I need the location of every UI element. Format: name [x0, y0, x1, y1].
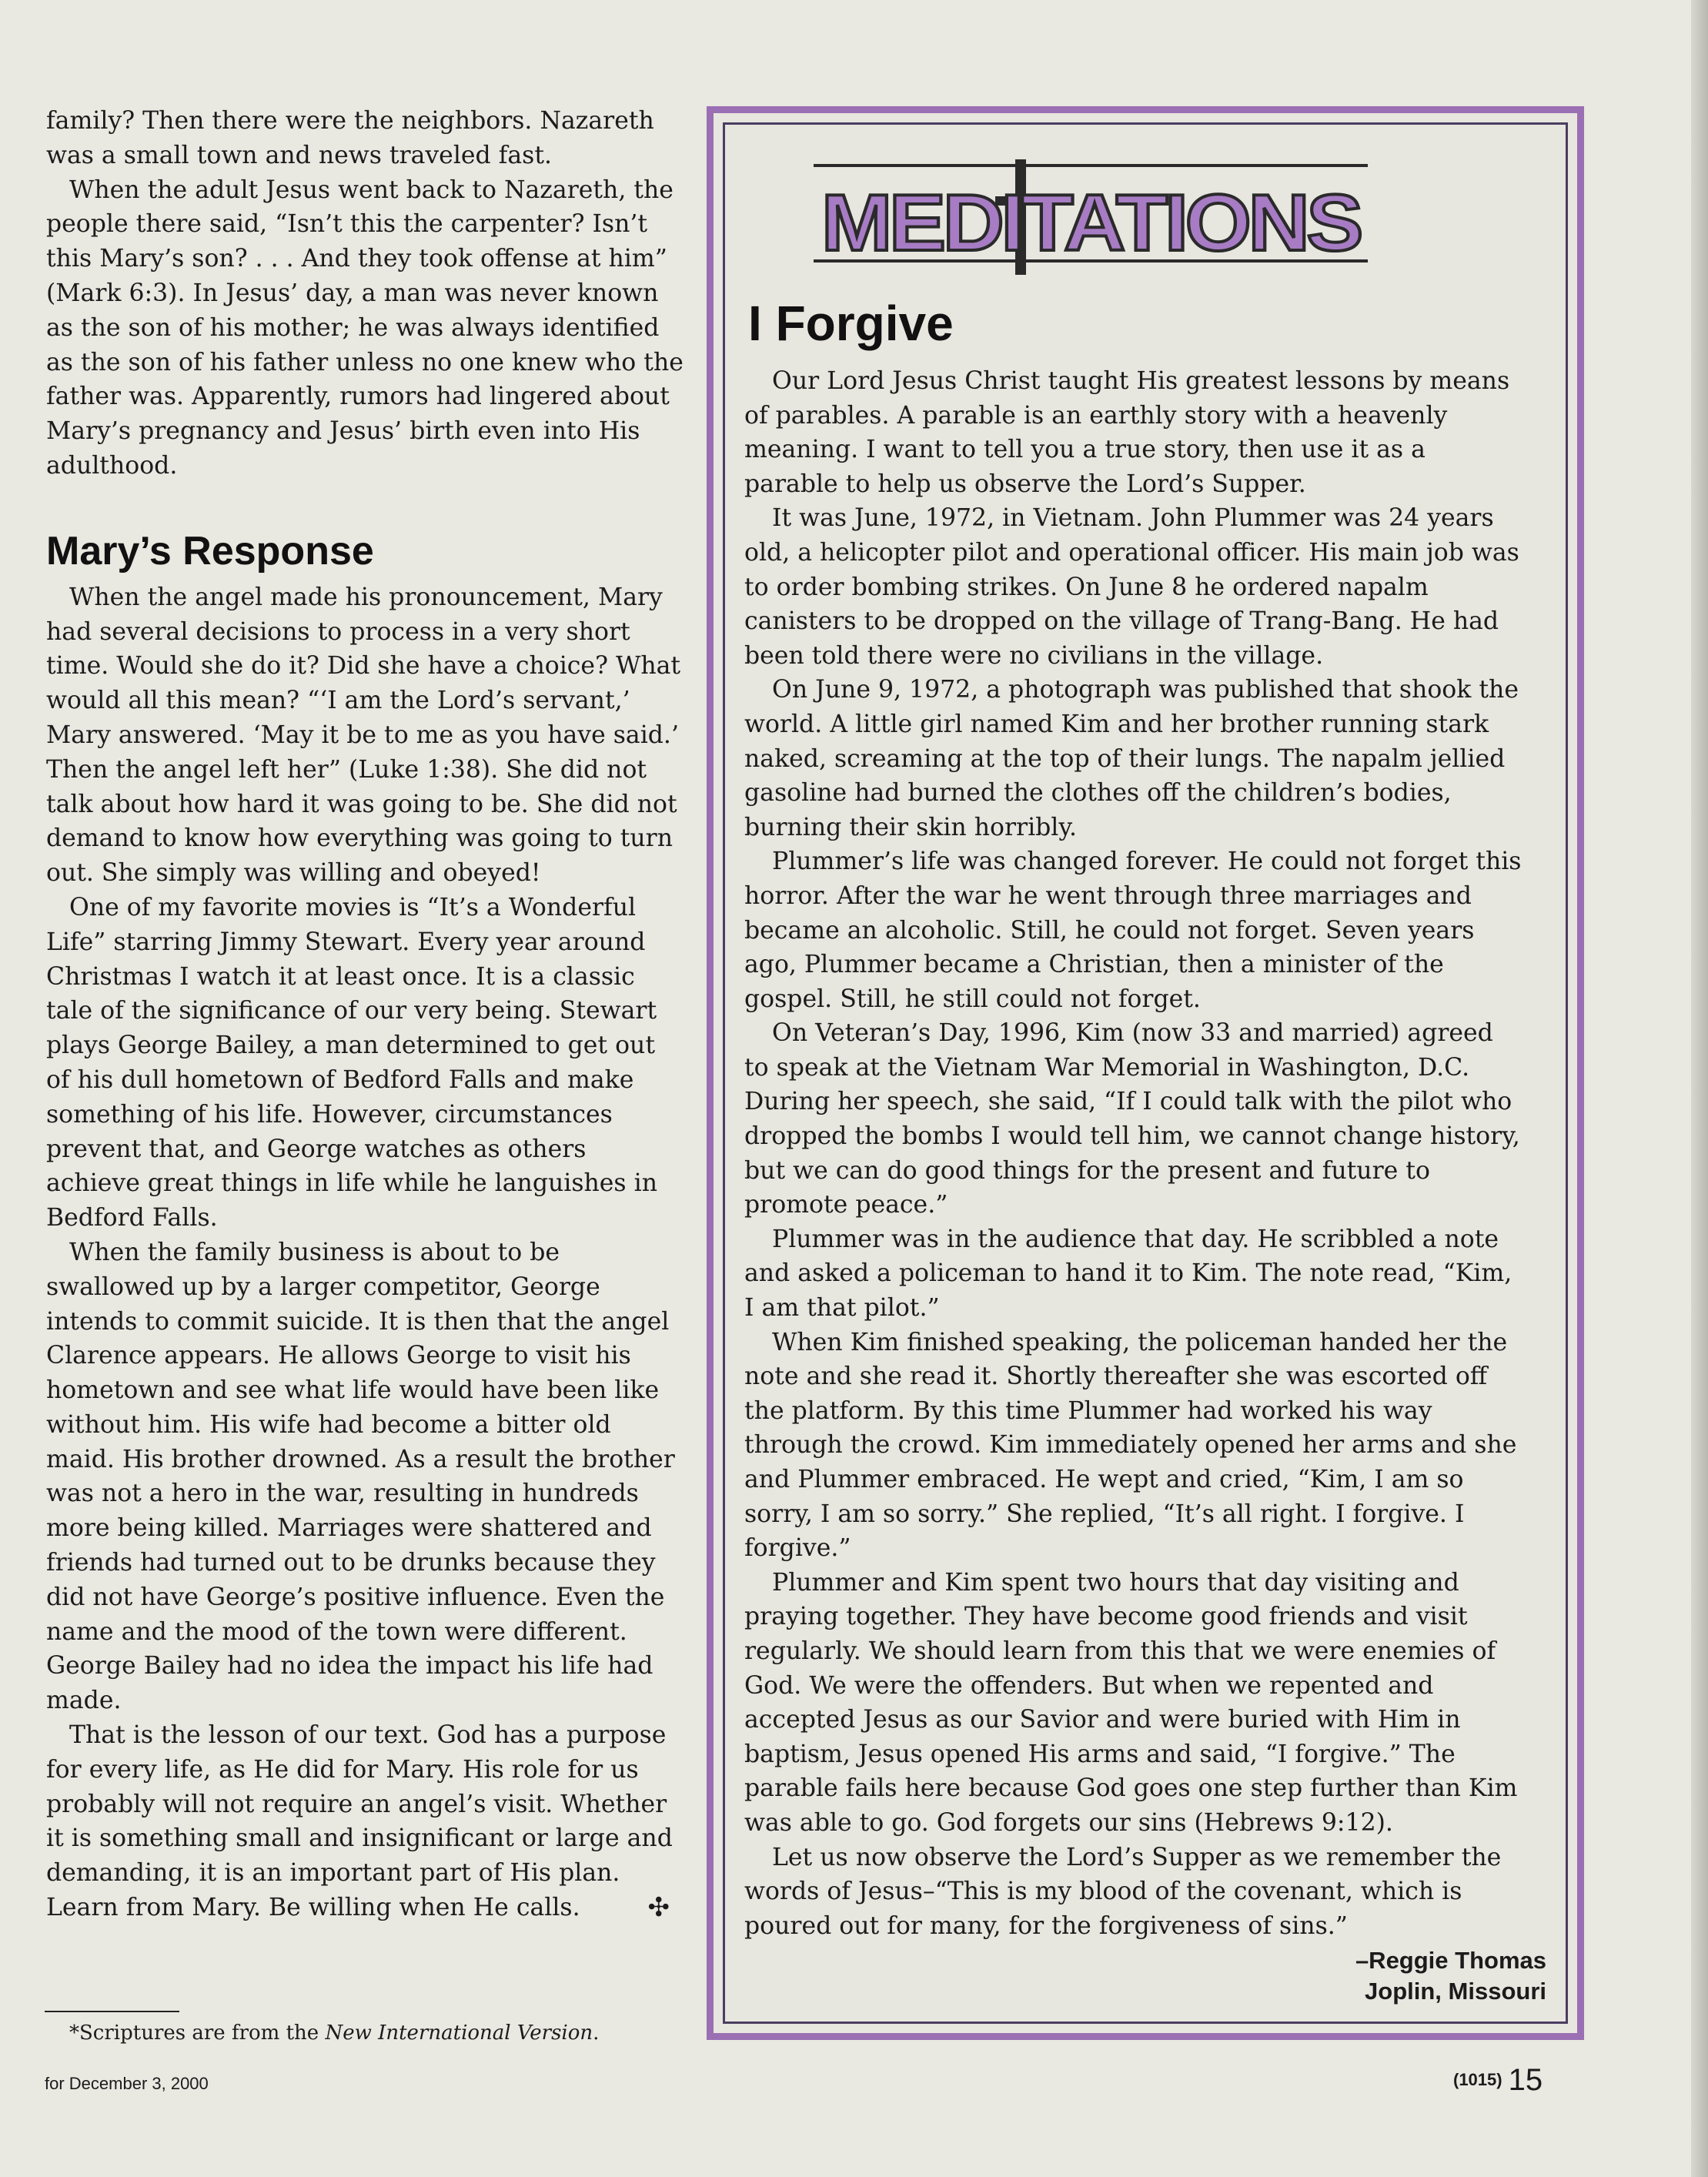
footnote-prefix: *Scriptures are from the [69, 2022, 326, 2045]
body-paragraph: family? Then there were the neighbors. Nazareth was a small town and news traveled fast. [46, 107, 654, 169]
page-number: 15 [1508, 2063, 1543, 2097]
meditations-logo [814, 164, 1368, 287]
sidebar-title: I Forgive [748, 296, 954, 351]
author-name: –Reggie Thomas [1355, 1947, 1546, 1974]
author-signature [1355, 1945, 1546, 2007]
page-number-block [1453, 2063, 1543, 2098]
meditations-banner [814, 164, 1368, 287]
sidebar-paragraph: Plummer was in the audience that day. He scribbled a note and asked a policeman to hand it to Kim. The note read, “Kim, I am that pilot.” [744, 1225, 1512, 1323]
issue-date: for December 3, 2000 [45, 2074, 209, 2093]
banner-text: MEDITATIONS [821, 179, 1361, 268]
left-article-column [46, 104, 685, 1925]
sidebar-paragraph: Let us now observe the Lord’s Supper as we remember the words of Jesus–“This is my blood of the covenant, which is poured out for many, for the forgiveness of sins.” [744, 1843, 1502, 1940]
body-paragraph: When the family business is about to be swallowed up by a larger competitor, George intends to commit suicide. It is then that the angel Clarence appears. He allows George to visit his hometown and see what life would have been like without him. His wife had become a bitter old maid. His brother drowned. As a result the brother was not a hero in the war, resulting in hundreds more being killed. Marriages were shattered and friends had turned out to be drunks because they did not have George’s positive influence. Even the name and the mood of the town were different. George Bailey had no idea the impact his life had made. [46, 1238, 675, 1715]
issue-code: (1015) [1453, 2070, 1502, 2089]
body-paragraph: When the angel made his pronouncement, Mary had several decisions to process in a very short time. Would she do it? Did she have a choice? What would all this mean? “‘I am the Lord’s servant,’ Mary answered. ‘May it be to me as you have said.’ Then the angel left her” (Luke 1:38). She did not talk about how hard it was going to be. She did not demand to know how everything was going to turn out. She simply was willing and obeyed! [46, 583, 681, 888]
author-location: Joplin, Missouri [1365, 1978, 1546, 2005]
body-paragraph [46, 1718, 685, 1925]
meditations-sidebar [707, 106, 1584, 2040]
footnote-italic: New International Version [325, 2022, 593, 2045]
paragraph-text: That is the lesson of our text. God has a purpose for every life, as He did for Mary. His role for us probably will not require an angel’s visit. Whether it is something small and insignificant or large and demanding, it is an important part of His plan. Learn from Mary. Be willing when He calls. [46, 1721, 673, 1922]
sidebar-paragraph: On Veteran’s Day, 1996, Kim (now 33 and married) agreed to speak at the Vietnam War Memorial in Washington, D.C. During her speech, she said, “If I could talk with the pilot who dropped the bombs I would tell him, we cannot change history, but we can do good things for the present and future to promote peace.” [744, 1019, 1520, 1219]
end-of-article-icon: ✣ [647, 1892, 670, 1924]
body-paragraph: When the adult Jesus went back to Nazareth, the people there said, “Isn’t this the carpenter? Isn’t this Mary’s son? . . . And they took offense at him” (Mark 6:3). In Jesus’ day, a man was never known as the son of his mother; he was always identified as the son of his father unless no one knew who the father was. Apparently, rumors had lingered about Mary’s pregnancy and Jesus’ birth even into His adulthood. [46, 176, 684, 480]
sidebar-paragraph: On June 9, 1972, a photograph was published that shook the world. A little girl named Kim and her brother running stark naked, screaming at the top of their lungs. The napalm jellied gasoline had burned the clothes off the children’s bodies, burning their skin horribly. [744, 676, 1519, 841]
footnote [69, 2020, 599, 2046]
footnote-divider [45, 2011, 179, 2012]
sidebar-body [744, 364, 1522, 1943]
sidebar-paragraph: It was June, 1972, in Vietnam. John Plummer was 24 years old, a helicopter pilot and operational officer. His main job was to order bombing strikes. On June 8 he ordered napalm canisters to be dropped on the village of Trang-Bang. He had been told there were no civilians in the village. [744, 504, 1519, 670]
section-heading: Mary’s Response [46, 528, 374, 574]
sidebar-paragraph: Plummer and Kim spent two hours that day visiting and praying together. They have become good friends and visit regularly. We should learn from this that we were enemies of God. We were the offenders. But when we repented and accepted Jesus as our Savior and were buried with Him in baptism, Jesus opened His arms and said, “I forgive.” The parable fails here because God goes one step further than Kim was able to go. God forgets our sins (Hebrews 9:12). [744, 1568, 1518, 1837]
page-edge-shadow [1691, 0, 1708, 2177]
sidebar-paragraph: Our Lord Jesus Christ taught His greatest lessons by means of parables. A parable is an earthly story with a heavenly meaning. I want to tell you a true story, then use it as a parable to help us observe the Lord’s Supper. [744, 367, 1510, 498]
sidebar-paragraph: Plummer’s life was changed forever. He could not forget this horror. After the war he went through three marriages and became an alcoholic. Still, he could not forget. Seven years ago, Plummer became a Christian, then a minister of the gospel. Still, he still could not forget. [744, 848, 1522, 1013]
body-paragraph: One of my favorite movies is “It’s a Wonderful Life” starring Jimmy Stewart. Every year around Christmas I watch it at least once. It is a classic tale of the significance of our very being. Stewart plays George Bailey, a man determined to get out of his dull hometown of Bedford Falls and make something of his life. However, circumstances prevent that, and George watches as others achieve great things in life while he languishes in Bedford Falls. [46, 893, 657, 1232]
sidebar-paragraph: When Kim finished speaking, the policeman handed her the note and she read it. Shortly thereafter she was escorted off the platform. By this time Plummer had worked his way through the crowd. Kim immediately opened her arms and she and Plummer embraced. He wept and cried, “Kim, I am so sorry, I am so sorry.” She replied, “It’s all right. I forgive. I forgive.” [744, 1328, 1517, 1563]
footnote-suffix: . [593, 2022, 600, 2045]
